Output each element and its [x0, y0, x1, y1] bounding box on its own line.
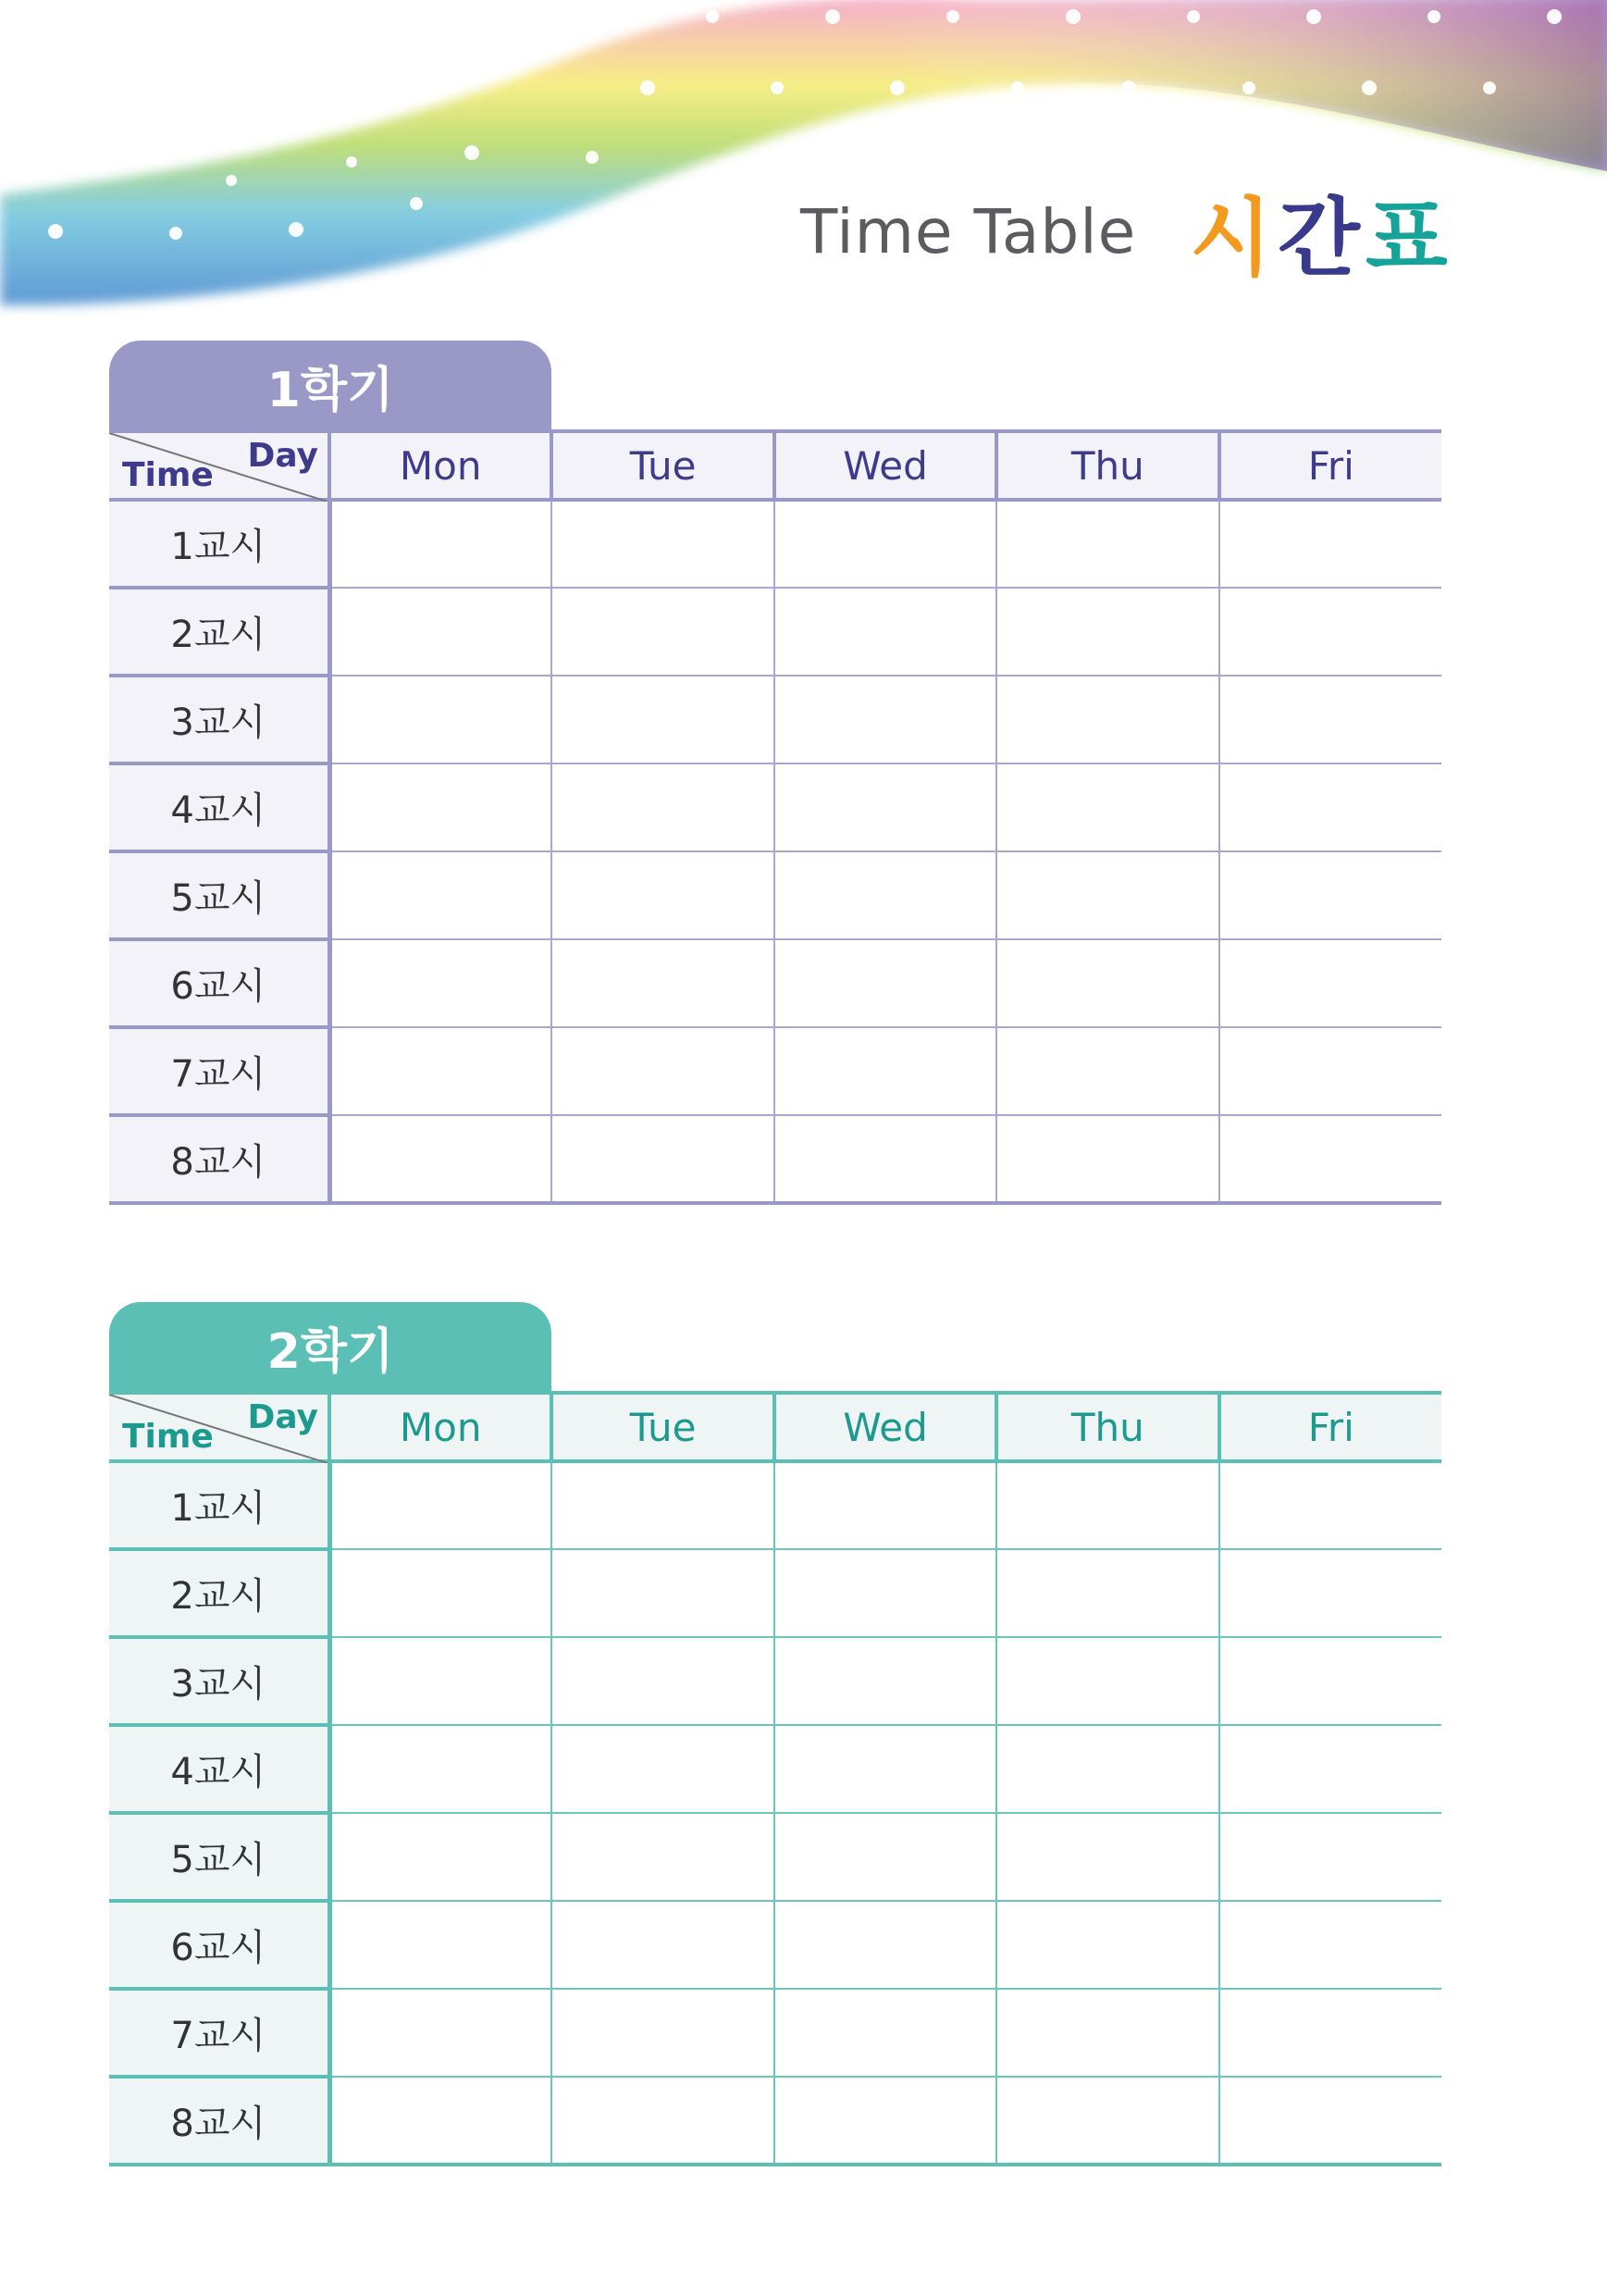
schedule-cell-tue[interactable]	[551, 1027, 773, 1115]
schedule-cell-thu[interactable]	[996, 1027, 1218, 1115]
schedule-cell-mon[interactable]	[329, 1989, 551, 2077]
schedule-cell-fri[interactable]	[1219, 1989, 1441, 2077]
schedule-cell-wed[interactable]	[774, 1027, 996, 1115]
schedule-cell-thu[interactable]	[996, 1989, 1218, 2077]
semester-1-timetable	[109, 341, 1441, 1205]
period-row	[109, 2077, 1441, 2165]
header-row	[109, 431, 1441, 500]
schedule-cell-wed[interactable]	[774, 1637, 996, 1725]
period-row	[109, 588, 1441, 676]
schedule-cell-fri[interactable]	[1219, 676, 1441, 763]
period-row	[109, 1989, 1441, 2077]
period-label: 2교시	[109, 1549, 329, 1637]
period-label: 3교시	[109, 1637, 329, 1725]
period-row	[109, 1461, 1441, 1549]
schedule-cell-fri[interactable]	[1219, 1115, 1441, 1203]
schedule-cell-thu[interactable]	[996, 588, 1218, 676]
schedule-cell-tue[interactable]	[551, 1901, 773, 1989]
timetable-grid	[109, 429, 1441, 1205]
period-label: 1교시	[109, 1461, 329, 1549]
schedule-cell-wed[interactable]	[774, 1901, 996, 1989]
schedule-cell-mon[interactable]	[329, 851, 551, 939]
schedule-cell-tue[interactable]	[551, 1989, 773, 2077]
schedule-cell-wed[interactable]	[774, 500, 996, 588]
schedule-cell-wed[interactable]	[774, 1461, 996, 1549]
schedule-cell-tue[interactable]	[551, 1725, 773, 1813]
schedule-cell-mon[interactable]	[329, 1813, 551, 1901]
schedule-cell-mon[interactable]	[329, 1637, 551, 1725]
schedule-cell-thu[interactable]	[996, 1461, 1218, 1549]
schedule-cell-thu[interactable]	[996, 676, 1218, 763]
period-row	[109, 1115, 1441, 1203]
period-row	[109, 1637, 1441, 1725]
schedule-cell-mon[interactable]	[329, 676, 551, 763]
schedule-cell-fri[interactable]	[1219, 1725, 1441, 1813]
schedule-cell-wed[interactable]	[774, 1989, 996, 2077]
schedule-cell-mon[interactable]	[329, 1725, 551, 1813]
title-korean-char-si: 시	[1190, 189, 1279, 288]
schedule-cell-fri[interactable]	[1219, 1813, 1441, 1901]
schedule-cell-wed[interactable]	[774, 1549, 996, 1637]
period-row	[109, 939, 1441, 1027]
schedule-cell-tue[interactable]	[551, 939, 773, 1027]
schedule-cell-thu[interactable]	[996, 1725, 1218, 1813]
schedule-cell-tue[interactable]	[551, 676, 773, 763]
title-korean	[1190, 170, 1453, 292]
schedule-cell-tue[interactable]	[551, 1461, 773, 1549]
day-header-mon: Mon	[329, 431, 551, 500]
period-row	[109, 500, 1441, 588]
period-label: 5교시	[109, 1813, 329, 1901]
schedule-cell-mon[interactable]	[329, 1461, 551, 1549]
schedule-cell-thu[interactable]	[996, 1637, 1218, 1725]
schedule-cell-mon[interactable]	[329, 1901, 551, 1989]
page-title	[800, 180, 1453, 288]
period-label: 6교시	[109, 1901, 329, 1989]
schedule-cell-tue[interactable]	[551, 763, 773, 851]
schedule-cell-wed[interactable]	[774, 763, 996, 851]
corner-cell	[109, 1393, 329, 1461]
semester-2-timetable	[109, 1302, 1441, 2166]
schedule-cell-thu[interactable]	[996, 851, 1218, 939]
schedule-cell-fri[interactable]	[1219, 1637, 1441, 1725]
schedule-cell-thu[interactable]	[996, 1549, 1218, 1637]
title-english: Time Table	[800, 195, 1137, 267]
schedule-cell-tue[interactable]	[551, 500, 773, 588]
corner-cell	[109, 431, 329, 500]
schedule-cell-mon[interactable]	[329, 763, 551, 851]
schedule-cell-thu[interactable]	[996, 939, 1218, 1027]
schedule-cell-mon[interactable]	[329, 1115, 551, 1203]
period-label: 4교시	[109, 763, 329, 851]
schedule-cell-wed[interactable]	[774, 1725, 996, 1813]
period-label: 2교시	[109, 588, 329, 676]
day-header-mon: Mon	[329, 1393, 551, 1461]
schedule-cell-mon[interactable]	[329, 2077, 551, 2165]
schedule-cell-mon[interactable]	[329, 939, 551, 1027]
corner-day-label: Day	[247, 1398, 318, 1436]
corner-time-label: Time	[122, 456, 214, 494]
schedule-cell-wed[interactable]	[774, 851, 996, 939]
period-row	[109, 1725, 1441, 1813]
schedule-cell-tue[interactable]	[551, 1813, 773, 1901]
schedule-cell-fri[interactable]	[1219, 1901, 1441, 1989]
schedule-cell-fri[interactable]	[1219, 1027, 1441, 1115]
schedule-cell-tue[interactable]	[551, 1637, 773, 1725]
schedule-cell-fri[interactable]	[1219, 1461, 1441, 1549]
corner-time-label: Time	[122, 1418, 214, 1456]
header-row	[109, 1393, 1441, 1461]
period-row	[109, 1901, 1441, 1989]
period-label: 1교시	[109, 500, 329, 588]
schedule-cell-thu[interactable]	[996, 500, 1218, 588]
title-korean-char-pyo: 표	[1365, 189, 1453, 288]
schedule-cell-fri[interactable]	[1219, 1549, 1441, 1637]
day-header-thu: Thu	[996, 1393, 1218, 1461]
period-row	[109, 676, 1441, 763]
corner-day-label: Day	[247, 437, 318, 475]
period-label: 3교시	[109, 676, 329, 763]
period-label: 7교시	[109, 1989, 329, 2077]
semester-2-tab: 2학기	[109, 1302, 551, 1391]
schedule-cell-mon[interactable]	[329, 588, 551, 676]
schedule-cell-mon[interactable]	[329, 1027, 551, 1115]
schedule-cell-fri[interactable]	[1219, 851, 1441, 939]
schedule-cell-fri[interactable]	[1219, 939, 1441, 1027]
semester-1-tab: 1학기	[109, 341, 551, 429]
schedule-cell-wed[interactable]	[774, 588, 996, 676]
schedule-cell-mon[interactable]	[329, 500, 551, 588]
period-label: 7교시	[109, 1027, 329, 1115]
title-korean-char-gan: 간	[1278, 189, 1366, 288]
period-label: 5교시	[109, 851, 329, 939]
day-header-fri: Fri	[1219, 431, 1441, 500]
schedule-cell-tue[interactable]	[551, 2077, 773, 2165]
schedule-cell-fri[interactable]	[1219, 763, 1441, 851]
timetable-grid	[109, 1391, 1441, 2166]
schedule-cell-thu[interactable]	[996, 1901, 1218, 1989]
schedule-cell-thu[interactable]	[996, 2077, 1218, 2165]
schedule-cell-wed[interactable]	[774, 1813, 996, 1901]
period-label: 8교시	[109, 2077, 329, 2165]
schedule-cell-wed[interactable]	[774, 1115, 996, 1203]
day-header-wed: Wed	[774, 1393, 996, 1461]
period-label: 8교시	[109, 1115, 329, 1203]
period-label: 4교시	[109, 1725, 329, 1813]
schedule-cell-tue[interactable]	[551, 1549, 773, 1637]
schedule-cell-fri[interactable]	[1219, 2077, 1441, 2165]
schedule-cell-wed[interactable]	[774, 2077, 996, 2165]
day-header-fri: Fri	[1219, 1393, 1441, 1461]
schedule-cell-fri[interactable]	[1219, 500, 1441, 588]
period-row	[109, 1813, 1441, 1901]
period-row	[109, 1027, 1441, 1115]
schedule-cell-tue[interactable]	[551, 588, 773, 676]
schedule-cell-thu[interactable]	[996, 1115, 1218, 1203]
schedule-cell-tue[interactable]	[551, 1115, 773, 1203]
period-label: 6교시	[109, 939, 329, 1027]
schedule-cell-thu[interactable]	[996, 763, 1218, 851]
day-header-wed: Wed	[774, 431, 996, 500]
period-row	[109, 763, 1441, 851]
day-header-tue: Tue	[551, 1393, 773, 1461]
schedule-cell-thu[interactable]	[996, 1813, 1218, 1901]
schedule-cell-tue[interactable]	[551, 851, 773, 939]
period-row	[109, 851, 1441, 939]
day-header-thu: Thu	[996, 431, 1218, 500]
schedule-cell-mon[interactable]	[329, 1549, 551, 1637]
schedule-cell-wed[interactable]	[774, 676, 996, 763]
schedule-cell-fri[interactable]	[1219, 588, 1441, 676]
schedule-cell-wed[interactable]	[774, 939, 996, 1027]
day-header-tue: Tue	[551, 431, 773, 500]
period-row	[109, 1549, 1441, 1637]
